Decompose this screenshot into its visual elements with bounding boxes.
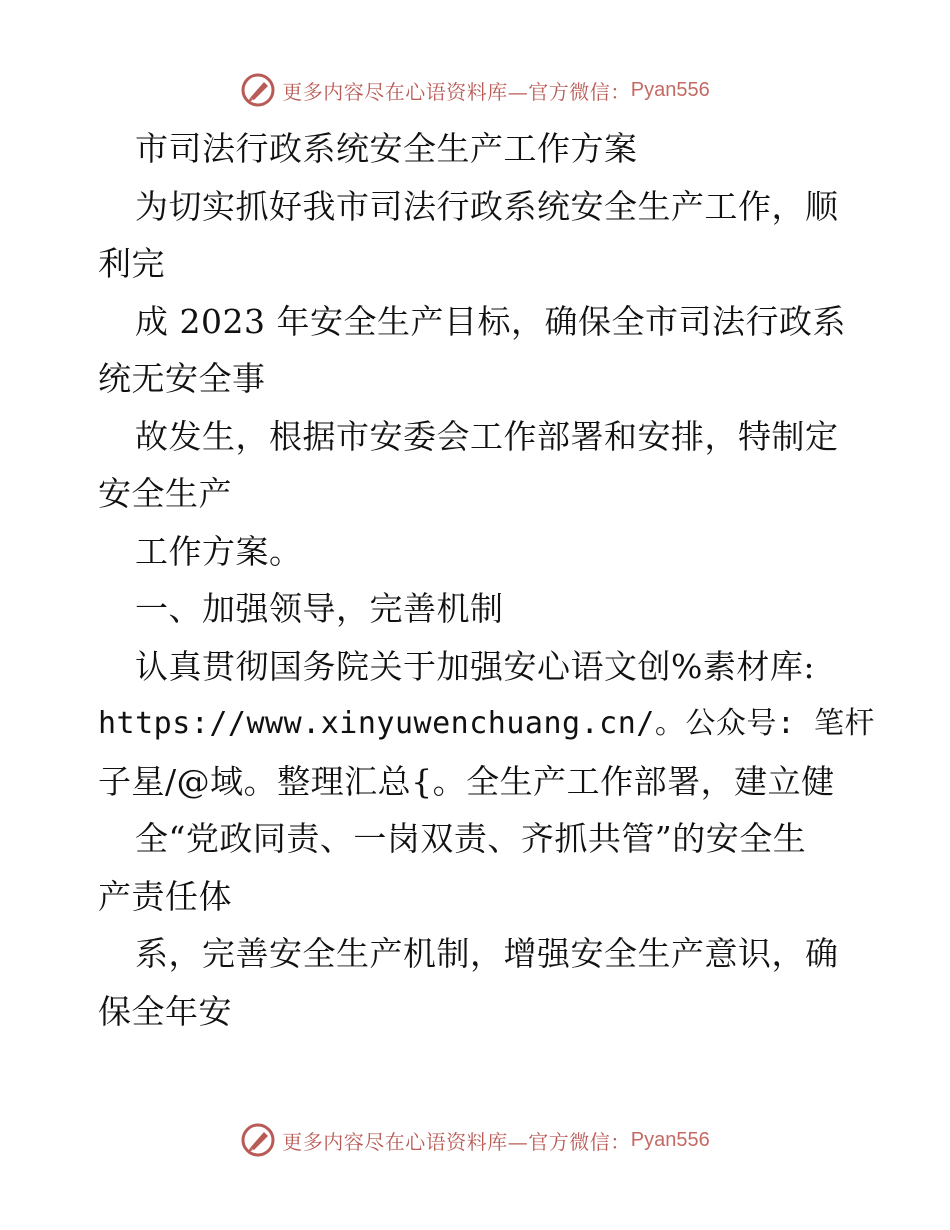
paragraph-line: 故发生，根据市安委会工作部署和安排，特制定 <box>135 416 839 456</box>
watermark-wechat-id: Pyan556 <box>630 1128 710 1151</box>
paragraph-line: 认真贯彻国务院关于加强安心语文创%素材库: <box>135 646 815 686</box>
paragraph-line: 统无安全事 <box>98 359 266 398</box>
url-line: https://www.xinyuwenchuang.cn/。公众号: 笔杆 <box>98 706 875 741</box>
paragraph-line: 利完 <box>98 244 165 283</box>
paragraph-line: 安全生产 <box>98 474 232 513</box>
section-heading: 一、加强领导，完善机制 <box>135 589 504 628</box>
watermark-wechat-id: Pyan556 <box>630 78 710 101</box>
paragraph-line: 全“党政同责、一岗双责、齐抓共管”的安全生 <box>135 819 807 858</box>
document-body <box>98 120 875 1040</box>
paragraph-line: 为切实抓好我市司法行政系统安全生产工作，顺 <box>135 186 839 226</box>
paragraph-line: 保全年安 <box>98 991 232 1031</box>
paragraph-line: 子星/@域。整理汇总{。全生产工作部署，建立健 <box>98 761 835 801</box>
paragraph-line: 成 2023 年安全生产目标，确保全市司法行政系 <box>135 301 846 341</box>
footer-watermark <box>0 1118 950 1162</box>
header-watermark <box>0 68 950 112</box>
pen-logo-icon <box>240 1122 276 1158</box>
watermark-text: 更多内容尽在心语资料库—官方微信： <box>282 79 631 104</box>
paragraph-line: 产责任体 <box>98 876 232 916</box>
document-title: 市司法行政系统安全生产工作方案 <box>135 129 638 168</box>
paragraph-line: 工作方案。 <box>135 531 303 571</box>
pen-logo-icon <box>240 72 276 108</box>
paragraph-line: 系，完善安全生产机制，增强安全生产意识，确 <box>135 934 839 973</box>
watermark-text: 更多内容尽在心语资料库—官方微信： <box>282 1129 631 1154</box>
